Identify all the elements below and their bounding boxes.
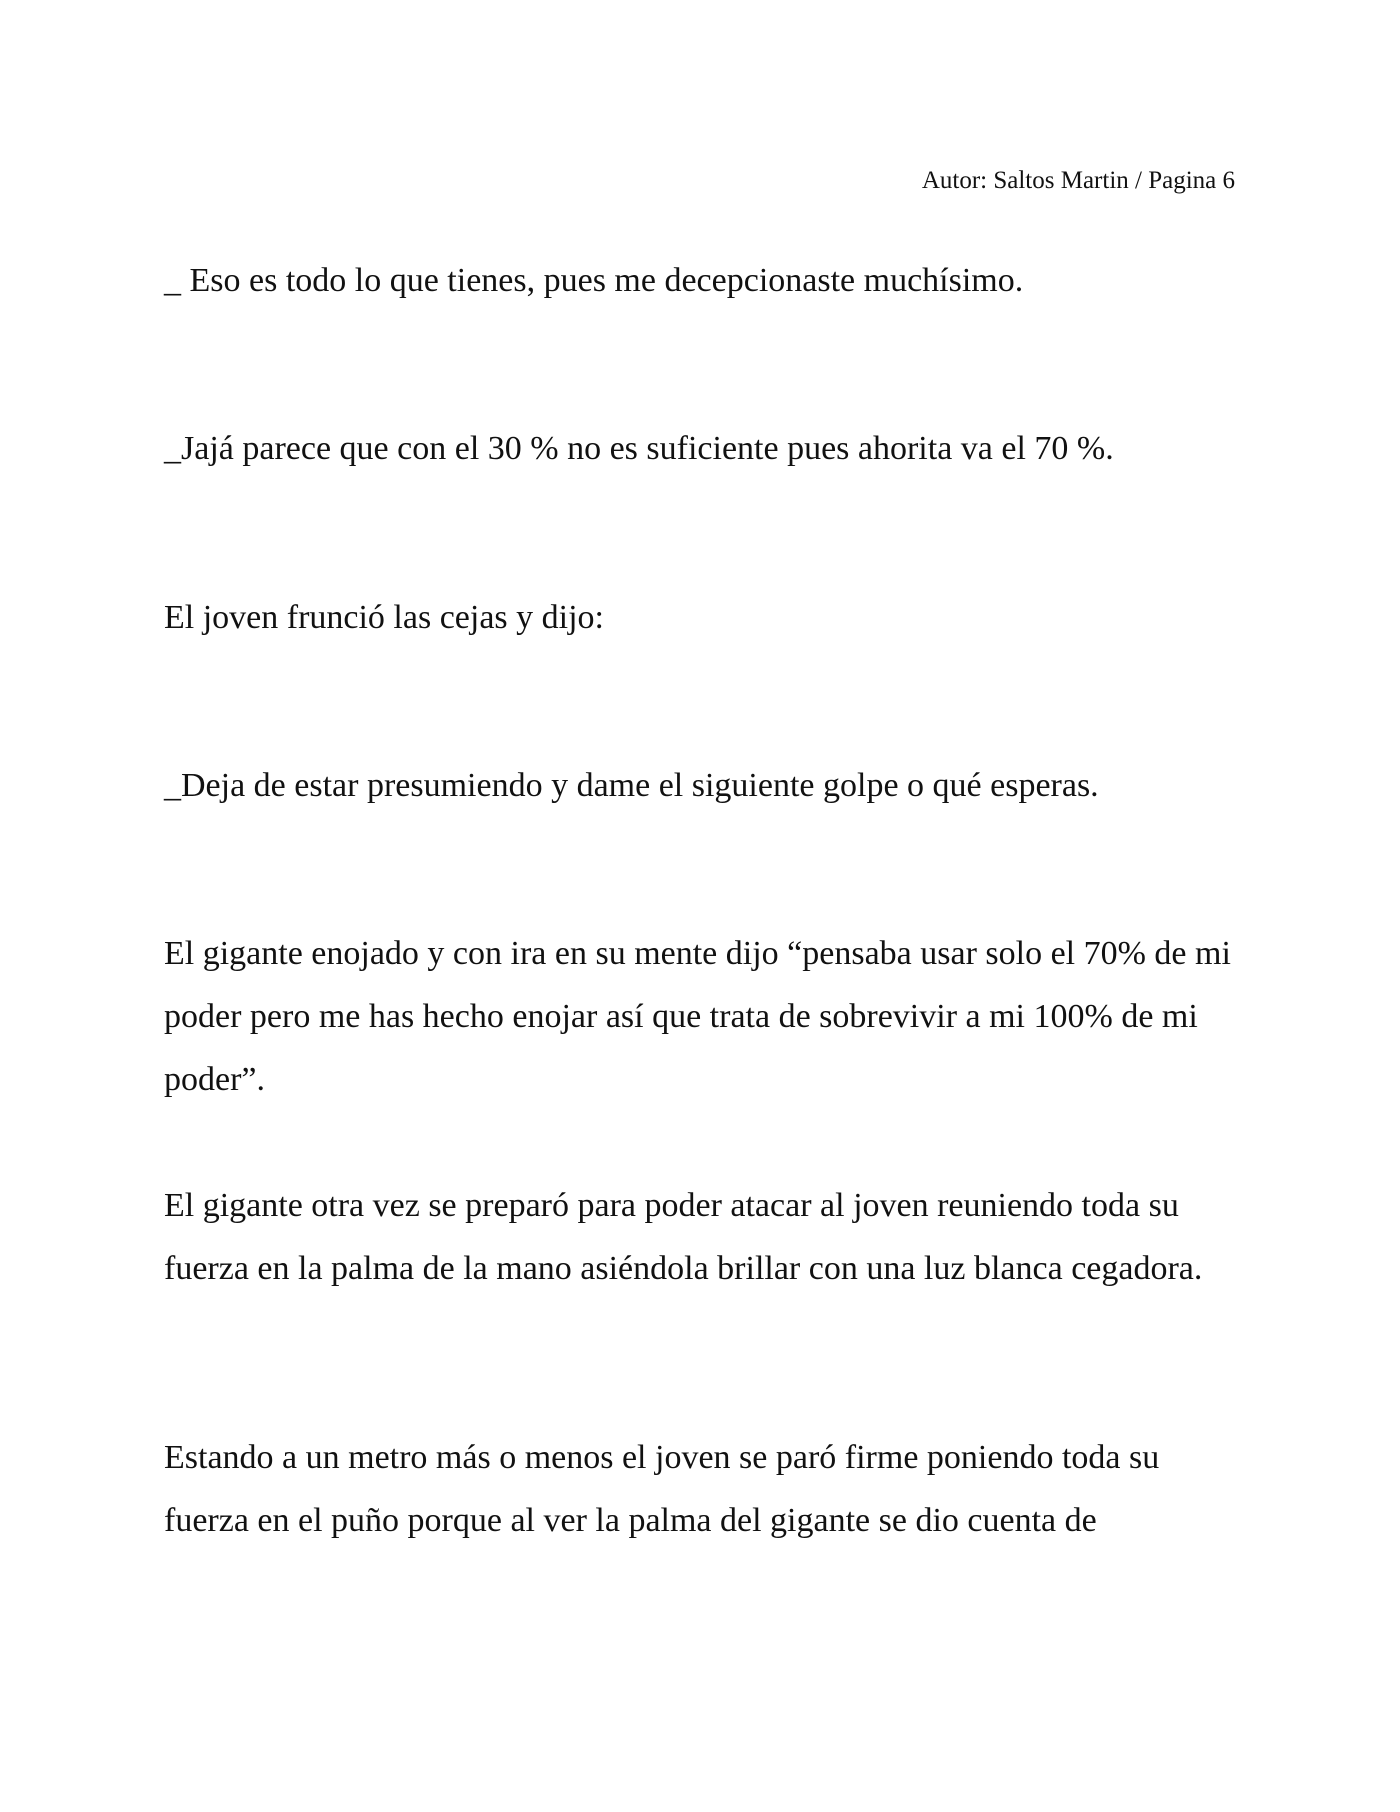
paragraph-4: _Deja de estar presumiendo y dame el siguiente golpe o qué esperas. <box>164 767 1099 804</box>
paragraph-7: Estando a un metro más o menos el joven se paró firme poniendo toda su fuerza en el puño porque al ver la palma del gigante se dio cuenta de <box>164 1439 1160 1539</box>
paragraph-1: _ Eso es todo lo que tienes, pues me decepcionaste muchísimo. <box>164 262 1024 299</box>
page-header: Autor: Saltos Martin / Pagina 6 <box>921 167 1235 194</box>
paragraph-5: El gigante enojado y con ira en su mente dijo “pensaba usar solo el 70% de mi poder pero me has hecho enojar así que trata de sobrevivir a mi 100% de mi poder”. <box>164 935 1231 1098</box>
paragraph-2: _Jajá parece que con el 30 % no es suficiente pues ahorita va el 70 %. <box>164 430 1114 467</box>
paragraph-6: El gigante otra vez se preparó para poder atacar al joven reuniendo toda su fuerza en la palma de la mano asiéndola brillar con una luz blanca cegadora. <box>164 1187 1203 1287</box>
paragraph-3: El joven frunció las cejas y dijo: <box>164 599 604 636</box>
